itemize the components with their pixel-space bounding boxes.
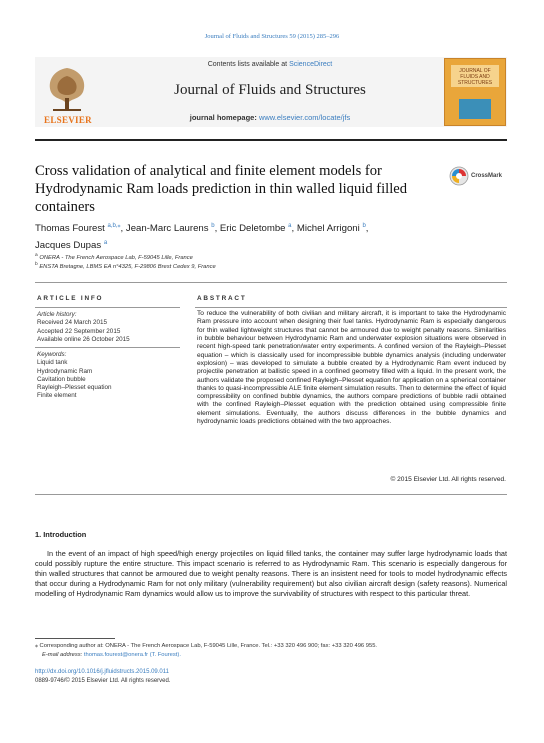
author-affiliation-mark[interactable]: b [211, 223, 215, 229]
homepage-link[interactable]: www.elsevier.com/locate/jfs [258, 113, 351, 122]
keyword: Cavitation bubble [37, 375, 86, 383]
abstract-bottom-rule [35, 494, 507, 495]
keyword: Finite element [37, 392, 77, 400]
keyword: Hydrodynamic Ram [37, 367, 93, 375]
contents-prefix: Contents lists available at [207, 61, 290, 68]
keywords-label: Keywords: [37, 351, 67, 358]
keyword: Liquid tank [37, 359, 68, 367]
crossmark-icon[interactable] [449, 166, 469, 186]
footnote-text: Corresponding author at: ONERA - The French Aerospace Lab, F-59045 Lille, France. Tel.: +33 320 496 900; fax: +33 320 496 955. [39, 643, 378, 649]
abstract-rule [195, 307, 507, 308]
affiliation-text: ONERA - The French Aerospace Lab, F-59045 Lille, France [39, 254, 193, 261]
section-heading: 1. Introduction [35, 530, 87, 539]
author-name[interactable]: Thomas Fourest [35, 223, 105, 235]
journal-cover-image [444, 58, 506, 126]
footnote-rule [35, 638, 115, 639]
authors-line-2 [35, 236, 465, 253]
history-accepted: Accepted 22 September 2015 [37, 327, 121, 335]
authors-line-1: Thomas Fourest $^{a,b,⁎}$, Jean-Marc Laurens $^b$, Eric Deletombe $^a$, Michel Arrigoni $^b$, [35, 223, 369, 235]
article-info-heading: ARTICLE INFO [37, 295, 104, 302]
author-name[interactable]: Michel Arrigoni [296, 223, 360, 235]
doi-link[interactable]: http://dx.doi.org/10.1016/j.jfluidstructs.2015.09.011 [35, 669, 169, 675]
author-name[interactable]: Jacques Dupas [35, 240, 102, 252]
article-info-rule [35, 307, 180, 308]
keywords-rule [35, 347, 180, 348]
email-footnote [42, 652, 181, 658]
abstract-copyright: © 2015 Elsevier Ltd. All rights reserved. [390, 476, 506, 483]
homepage-label: journal homepage: [189, 113, 259, 122]
footnote-mark: ⁎ [35, 643, 38, 649]
history-label: Article history: [37, 311, 77, 318]
doi-line [35, 669, 169, 675]
article-history [37, 311, 130, 344]
affiliation [35, 262, 216, 270]
publisher-name: ELSEVIER [44, 115, 92, 125]
keyword: Rayleigh–Plesset equation [37, 384, 112, 392]
history-online: Available online 26 October 2015 [37, 335, 130, 343]
author-affiliation-mark[interactable]: b [362, 223, 366, 229]
email-label: E-mail address: [42, 652, 84, 658]
affiliation [35, 253, 193, 261]
email-link[interactable]: thomas.fourest@onera.fr (T. Fourest). [83, 652, 181, 658]
sciencedirect-link[interactable]: ScienceDirect [289, 61, 333, 68]
affiliation-mark: b [35, 262, 38, 267]
author-affiliation-mark[interactable]: a [288, 223, 292, 229]
crossmark-label[interactable]: CrossMark [471, 173, 503, 179]
introduction-paragraph: In the event of an impact of high speed/high energy projectiles on liquid filled tanks, the container may suffer large hydrodynamic loads that could possibly rupture the entire structure. This impact scenario is referred to as Hydrodynamic Ram. This scenario is especially dangerous for thin walled structures that cannot be armoured due to weight penalty reasons. There is an insistent need for tools to model hydrodynamic effects that occur during a Hydrodynamic Ram for not only military (vulnerability requirement) but also civilian aircraft design (safety reasons). Numerical modelling of Hydrodynamic Ram dynamics would allow us to improve the survivability of structures with respect to this particular threat. [35, 549, 507, 599]
issn-line: 0889-9746/© 2015 Elsevier Ltd. All rights reserved. [35, 678, 171, 684]
cover-title: JOURNAL OF FLUIDS AND STRUCTURES [457, 68, 493, 86]
section-rule [35, 282, 507, 283]
author-name[interactable]: Eric Deletombe [219, 223, 286, 235]
author-affiliation-mark[interactable]: a [103, 240, 108, 247]
article-title: Cross validation of analytical and finite element models for Hydrodynamic Ram loads prediction in thin walled liquid filled containers [35, 163, 408, 215]
author-affiliation-mark[interactable]: a,b,⁎ [107, 223, 121, 229]
keywords-list [37, 351, 112, 401]
homepage-line [100, 113, 440, 122]
corresponding-author-footnote [35, 643, 377, 649]
history-received: Received 24 March 2015 [37, 319, 108, 327]
abstract-heading: ABSTRACT [197, 295, 247, 302]
author-list [35, 219, 465, 253]
author-name[interactable]: Jean-Marc Laurens [125, 223, 209, 235]
affiliation-mark: a [35, 253, 38, 258]
contents-line [100, 61, 440, 68]
abstract-text: To reduce the vulnerability of both civilian and military aircraft, it is important to take the Hydrodynamic Ram pressure into account when designing their fuel tanks. Hydrodynamic Ram is especially dangerous for thin walled lightweight structures that cannot be armoured due to weight penalty reasons. Similarities in bubble behaviour between Hydrodynamic Ram and underwater explosion situations were observed in recent high-speed tank penetration/water entry experiments. A confined version of the Rayleigh–Plesset equation – which is classically used for incompressible bubble dynamics analysis (including underwater explosion) – was developed to simulate a bubble created by a Hydrodynamic Ram event induced by projectile penetration at ballistic speed in a confined geometry filled with a liquid. In the present work, the authors validate the proposed confined Rayleigh–Plesset equation for application on a spherical container thanks to quasi-incompressible ALE finite element simulation results. Then to determine the effect of liquid compressibility on confined bubble dynamics, the authors compare predictions of bubble radii obtained with the confined Rayleigh–Plesset equation with the prediction obtained using compressible finite element simulations. Eventually, the authors discuss differences in the bubble dynamics and hydrodynamic loads predictions obtained with the two approaches. [197, 310, 506, 426]
journal-title: Journal of Fluids and Structures [174, 82, 366, 98]
header-rule [35, 139, 507, 141]
affiliation-text: ENSTA Bretagne, LBMS EA n°4325, F-29806 Brest Cedex 9, France [39, 263, 216, 270]
journal-citation: Journal of Fluids and Structures 59 (2015) 285–296 [204, 33, 340, 40]
